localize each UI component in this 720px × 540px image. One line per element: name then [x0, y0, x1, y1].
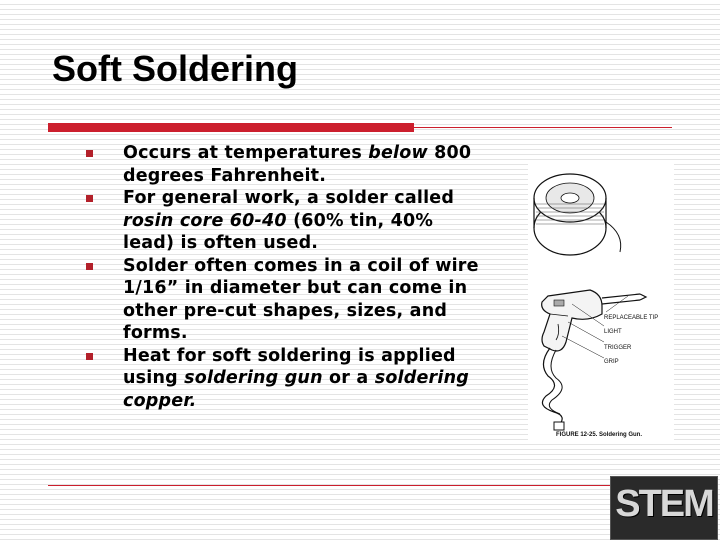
bullet-text: below	[368, 143, 428, 163]
bullet-item	[86, 345, 486, 413]
bullet-marker-icon	[86, 150, 93, 157]
soldering-gun-figure	[528, 164, 674, 441]
label-grip: GRIP	[604, 359, 619, 365]
bullet-item	[86, 255, 486, 345]
soldering-gun-drawing	[542, 290, 646, 430]
bullet-text: Heat for soft soldering is applied using	[123, 345, 456, 388]
bullet-text: For general work, a solder called	[123, 188, 455, 208]
bullet-text: Solder often comes in a coil of wire 1/16” in diameter but can come in other pre-cut shapes, sizes, and forms.	[123, 255, 479, 343]
stem-logo	[610, 476, 718, 540]
bullet-marker-icon	[86, 353, 93, 360]
stem-logo-text: STEM	[615, 483, 713, 525]
bullet-item	[86, 187, 486, 255]
bullet-item	[86, 142, 486, 187]
title-underline-thin	[414, 127, 672, 128]
figure-caption: FIGURE 12-25. Soldering Gun.	[556, 432, 643, 438]
bullet-text: (60% tin, 40% lead) is often used.	[123, 210, 434, 253]
bullet-marker-icon	[86, 263, 93, 270]
bullet-text: soldering copper.	[123, 368, 469, 411]
bullet-marker-icon	[86, 195, 93, 202]
label-light: LIGHT	[604, 329, 622, 335]
bullet-text: 800 degrees Fahrenheit.	[123, 143, 472, 186]
bullet-text: rosin core 60-40	[123, 210, 287, 231]
bullet-text: soldering gun	[184, 368, 323, 388]
bullet-text: or a	[322, 368, 375, 388]
solder-spool-illustration	[534, 174, 621, 255]
label-trigger: TRIGGER	[604, 345, 632, 351]
title-underline-bar	[48, 123, 414, 132]
label-replaceable-tip: REPLACEABLE TIP	[604, 315, 659, 321]
slide-title: Soft Soldering	[52, 48, 298, 89]
bullet-list	[86, 142, 486, 412]
soldering-gun-illustration	[528, 164, 674, 441]
bullet-text: Occurs at temperatures	[123, 143, 369, 163]
footer-divider	[48, 485, 660, 486]
